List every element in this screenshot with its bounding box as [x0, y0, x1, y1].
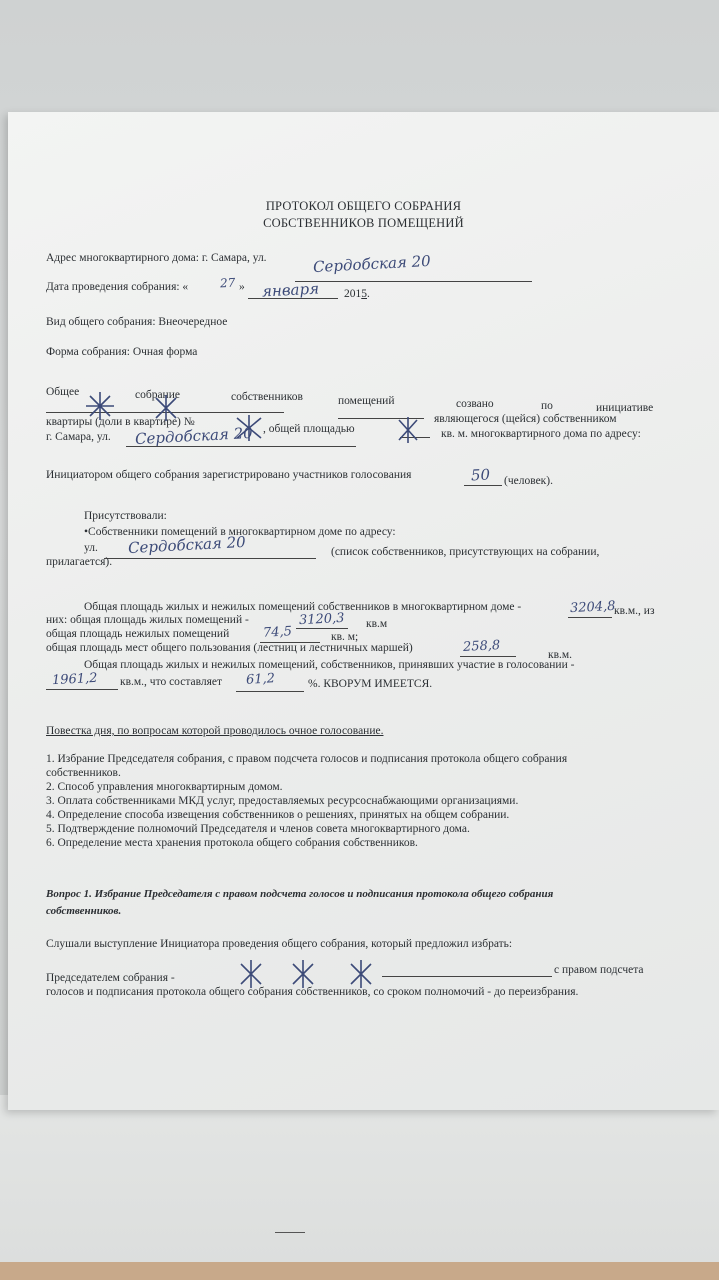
meeting-type: Вид общего собрания: Внеочередное — [46, 316, 228, 328]
date-end: . — [367, 288, 370, 300]
redaction-star-5 — [238, 960, 264, 988]
area-nonliving-value: 74,5 — [262, 624, 293, 641]
area-living-line — [296, 628, 348, 629]
question1-title-line2: собственников. — [46, 905, 122, 917]
date-year-suffix: 5 — [361, 288, 367, 300]
initiative-w4: помещений — [338, 395, 395, 407]
area-voted-percent: 61,2 — [245, 671, 276, 688]
redaction-star-7 — [348, 960, 374, 988]
agenda-item: 5. Подтверждение полномочий Председателя и членов совета многоквартирного дома. — [46, 823, 470, 835]
agenda-heading: Повестка дня, по вопросам которой проводилось очное голосование. — [46, 725, 384, 737]
agenda-item: 4. Определение способа извещения собственников о решениях, принятых на общем собрании. — [46, 809, 510, 821]
present-note2: прилагается). — [46, 556, 113, 568]
area-voted-unit: кв.м., что составляет — [120, 676, 223, 688]
question1-chair-line — [382, 976, 552, 977]
initiative-w5: созвано — [456, 398, 494, 410]
question1-title-line1: Вопрос 1. Избрание Председателя с правом подсчета голосов и подписания протокола общего собрания — [46, 888, 554, 900]
area-living-unit: кв.м — [366, 618, 388, 630]
present-item: •Собственники помещений в многоквартирном доме по адресу: — [84, 526, 396, 538]
document-page — [8, 112, 719, 1110]
area-voted-label: Общая площадь жилых и нежилых помещений, собственников, принявших участие в голосовании - — [84, 659, 575, 671]
area-common-unit: кв.м. — [548, 649, 573, 661]
bottom-mark — [275, 1232, 305, 1233]
agenda-item: 1. Избрание Председателя собрания, с правом подсчета голосов и подписания протокола общего собрания — [46, 753, 568, 765]
agenda-item: 2. Способ управления многоквартирным домом. — [46, 781, 283, 793]
initiative-area: , общей площадью — [263, 423, 355, 435]
area-common-line — [460, 656, 516, 657]
agenda-item: 6. Определение места хранения протокола общего собрания собственников. — [46, 837, 418, 849]
initiative-w2: собрание — [135, 389, 180, 401]
document-title-line1: ПРОТОКОЛ ОБЩЕГО СОБРАНИЯ — [265, 199, 462, 213]
question1-chair-line2: голосов и подписания протокола общего собрания собственников, со сроком полномочий - до переизбрания. — [46, 986, 579, 998]
background-sheet — [0, 1095, 719, 1265]
date-day: 27 — [219, 275, 236, 291]
agenda-item: собственников. — [46, 767, 121, 779]
date-month: января — [261, 279, 320, 301]
area-living-value: 3120,3 — [298, 610, 345, 629]
date-quote-close: » — [239, 281, 245, 293]
address-label: Адрес многоквартирного дома: г. Самара, ул. — [46, 252, 267, 264]
date-year — [344, 288, 370, 301]
address-street-handwritten: Сердобская 20 — [312, 251, 432, 277]
present-note1: (список собственников, присутствующих на собрании, — [331, 546, 600, 558]
redaction-star-3 — [234, 415, 264, 441]
area-voted-value: 1961,2 — [51, 670, 98, 689]
redaction-star-1 — [86, 392, 114, 420]
area-nonliving-label: общая площадь нежилых помещений — [46, 628, 230, 640]
area-total-value: 3204,8 — [569, 598, 616, 617]
registered-unit: (человек). — [504, 475, 553, 487]
date-year-prefix: 201 — [344, 288, 362, 300]
question1-chair-right: с правом подсчета — [554, 964, 644, 976]
meeting-form: Форма собрания: Очная форма — [46, 346, 198, 358]
registered-label: Инициатором общего собрания зарегистрировано участников голосования — [46, 469, 412, 481]
area-voted-line — [46, 689, 118, 690]
address-underline — [295, 281, 532, 282]
agenda-item: 3. Оплата собственниками МКД услуг, предоставляемых ресурсоснабжающими организациями. — [46, 795, 519, 807]
area-voted-percent-line — [236, 691, 304, 692]
initiative-owner: являющегося (щейся) собственником — [434, 413, 617, 425]
initiative-w1: Общее — [46, 386, 80, 398]
area-total-unit: кв.м., из — [614, 605, 655, 617]
question1-chair-label: Председателем собрания - — [46, 972, 175, 984]
area-common-label: общая площадь мест общего пользования (лестниц и лестничных маршей) — [46, 642, 413, 654]
initiative-city: г. Самара, ул. — [46, 431, 111, 443]
date-label — [46, 281, 188, 294]
area-nonliving-unit: кв. м; — [331, 631, 359, 643]
redaction-star-2 — [153, 395, 179, 421]
redaction-star-4 — [396, 417, 420, 443]
present-street-prefix: ул. — [84, 542, 98, 554]
initiative-apt: квартиры (доли в квартире) № — [46, 416, 195, 428]
quorum-text: %. КВОРУМ ИМЕЕТСЯ. — [308, 678, 433, 690]
initiative-w3: собственников — [231, 391, 303, 403]
registered-count-line — [464, 485, 502, 486]
area-total-line — [568, 617, 612, 618]
initiative-w6: по — [541, 400, 553, 412]
document-title-line2: СОБСТВЕННИКОВ ПОМЕЩЕНИЙ — [263, 216, 464, 230]
date-label-text: Дата проведения собрания: « — [46, 281, 189, 293]
present-street-line — [104, 558, 316, 559]
registered-count: 50 — [470, 465, 491, 485]
initiative-street-handwritten: Сердобская 20 — [134, 423, 254, 449]
question1-heard: Слушали выступление Инициатора проведения общего собрания, который предложил избрать: — [46, 938, 513, 950]
present-heading: Присутствовали: — [84, 510, 167, 522]
initiative-km: кв. м. многоквартирного дома по адресу: — [441, 428, 641, 440]
present-street-handwritten: Сердобская 20 — [127, 532, 247, 558]
desk-edge — [0, 1262, 719, 1280]
area-total-label: Общая площадь жилых и нежилых помещений собственников в многоквартирном доме - — [84, 601, 522, 613]
area-common-value: 258,8 — [462, 638, 501, 655]
redaction-star-6 — [290, 960, 316, 988]
initiative-w7: инициативе — [596, 402, 654, 414]
area-living-label: них: общая площадь жилых помещений - — [46, 614, 249, 626]
